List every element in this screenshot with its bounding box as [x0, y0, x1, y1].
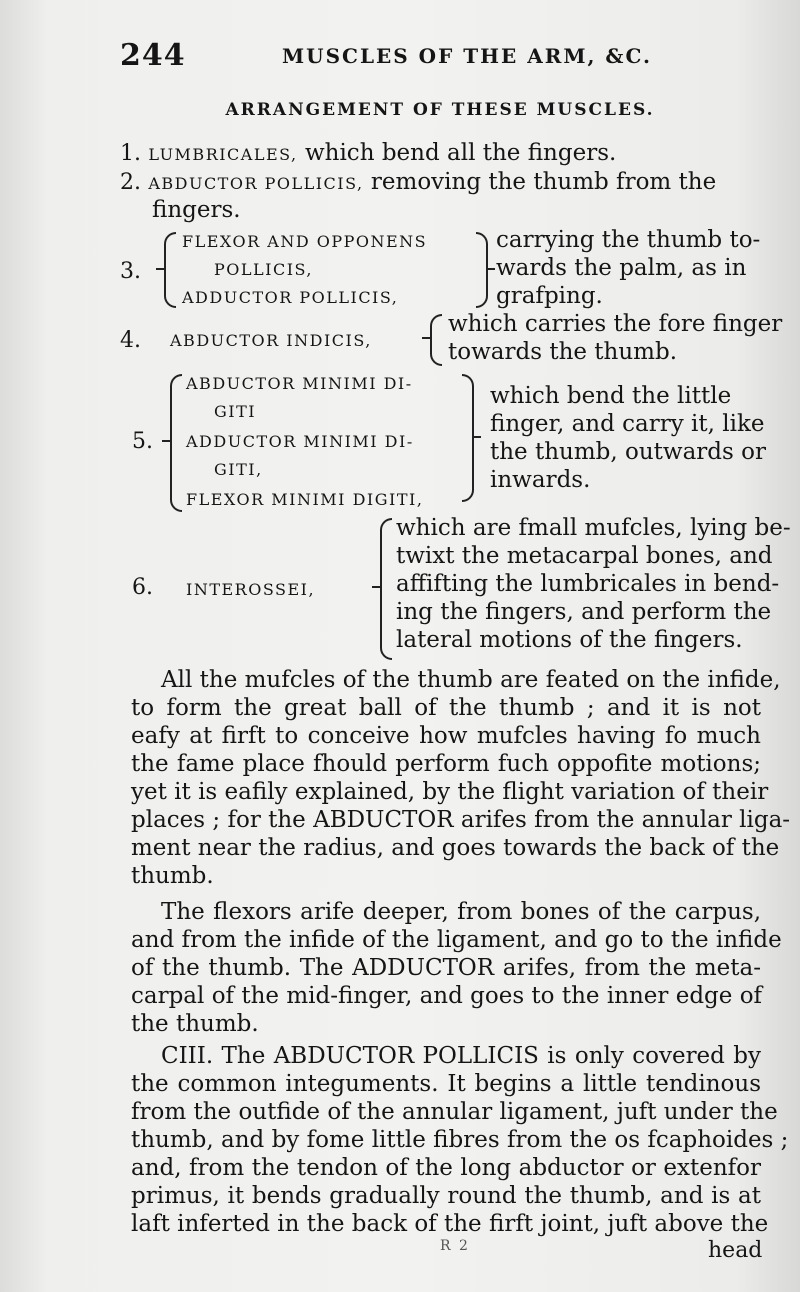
left-brace [170, 374, 182, 512]
brace-tip [486, 268, 495, 270]
muscle-name: GITI, [214, 460, 263, 479]
item-description: which carries the fore finger [448, 311, 783, 337]
text-line: ment near the radius, and goes towards the back of the [131, 835, 780, 861]
muscle-name: GITI [214, 402, 257, 421]
section-title: ARRANGEMENT OF THESE MUSCLES. [225, 100, 655, 120]
muscle-name: LUMBRICALES, [148, 145, 298, 164]
text-line: and, from the tendon of the long abductor or extenfor [131, 1155, 761, 1181]
paragraph-3 [131, 1042, 789, 1238]
item-number: 1. [120, 141, 141, 166]
muscle-name: ABDUCTOR INDICIS, [170, 331, 372, 350]
signature-mark: R 2 [440, 1238, 470, 1254]
item-description: lateral motions of the fingers. [396, 627, 743, 653]
list-item-1 [120, 139, 616, 169]
muscle-name: ABDUCTOR MINIMI DI- [186, 374, 413, 393]
muscle-name: ABDUCTOR POLLICIS, [148, 174, 364, 193]
brace-tip [162, 440, 171, 442]
left-brace [430, 314, 442, 366]
item-description: the thumb, outwards or [490, 439, 766, 465]
item-number-5: 5. [132, 429, 153, 454]
muscle-name: POLLICIS, [214, 260, 313, 279]
text-line: All the mufcles of the thumb are feated on the infide, [161, 667, 781, 693]
brace-tip [372, 586, 381, 588]
right-brace [462, 374, 474, 502]
page-number: 244 [120, 38, 186, 73]
item-description: carrying the thumb to- [496, 227, 761, 253]
text-line: from the outfide of the annular ligament, juft under the [131, 1099, 778, 1125]
text-line: yet it is eafily explained, by the flight variation of their [131, 779, 769, 805]
text-line: and from the infide of the ligament, and go to the infide [131, 927, 782, 953]
item-description: ing the fingers, and perform the [396, 599, 772, 625]
item-description: which bend the little [490, 383, 732, 409]
paragraph-1 [131, 666, 791, 890]
item-description-continued: fingers. [152, 197, 241, 223]
text-line: the fame place fhould perform fuch oppofite motions; [131, 751, 761, 777]
right-brace [476, 232, 488, 308]
text-line: CIII. The ABDUCTOR POLLICIS is only covered by [161, 1043, 761, 1069]
text-line: places ; for the ABDUCTOR arifes from the annular liga- [131, 807, 791, 833]
item-description: inwards. [490, 467, 591, 493]
item-description: removing the thumb from the [370, 169, 717, 195]
brace-tip [472, 436, 481, 438]
text-line: laft inferted in the back of the firft joint, juft above the [131, 1211, 769, 1237]
left-brace [380, 518, 392, 660]
text-line: to form the great ball of the thumb ; and it is not [131, 695, 761, 721]
item-description: grafping. [496, 283, 603, 309]
brace-tip [156, 268, 165, 270]
item-number-4: 4. [120, 328, 141, 353]
paragraph-2 [131, 898, 782, 1038]
text-line: the thumb. [131, 1011, 259, 1037]
text-line: the common integuments. It begins a little tendinous [131, 1071, 761, 1097]
item-description: towards the thumb. [448, 339, 678, 365]
text-line: primus, it bends gradually round the thumb, and is at [131, 1183, 761, 1209]
item-description: finger, and carry it, like [490, 411, 765, 437]
text-line: The flexors arife deeper, from bones of the carpus, [161, 899, 761, 925]
item-description: twixt the metacarpal bones, and [396, 543, 773, 569]
muscle-name: FLEXOR MINIMI DIGITI, [186, 490, 424, 509]
muscle-name: INTEROSSEI, [186, 580, 316, 599]
left-brace [164, 232, 176, 308]
item-description: which bend all the fingers. [304, 140, 617, 166]
text-line: of the thumb. The ADDUCTOR arifes, from the meta- [131, 955, 761, 981]
text-line: eafy at firft to conceive how mufcles having fo much [131, 723, 761, 749]
running-head: MUSCLES OF THE ARM, &C. [282, 44, 653, 68]
item-description: which are fmall mufcles, lying be- [396, 515, 791, 541]
text-line: carpal of the mid-finger, and goes to the inner edge of [131, 983, 763, 1009]
muscle-name: ADDUCTOR POLLICIS, [182, 288, 399, 307]
item-number-3: 3. [120, 259, 141, 284]
catchword: head [708, 1238, 763, 1263]
brace-tip [422, 337, 431, 339]
text-line: thumb, and by fome little fibres from the os fcaphoides ; [131, 1127, 789, 1153]
item-number: 2. [120, 170, 141, 195]
muscle-name: ADDUCTOR MINIMI DI- [186, 432, 414, 451]
page-header [120, 38, 760, 72]
text-line: thumb. [131, 863, 214, 889]
item-description: affifting the lumbricales in bend- [396, 571, 780, 597]
muscle-name: FLEXOR AND OPPONENS [182, 232, 428, 251]
item-number-6: 6. [132, 575, 153, 600]
list-item-2 [120, 168, 716, 198]
item-description: wards the palm, as in [496, 255, 747, 281]
